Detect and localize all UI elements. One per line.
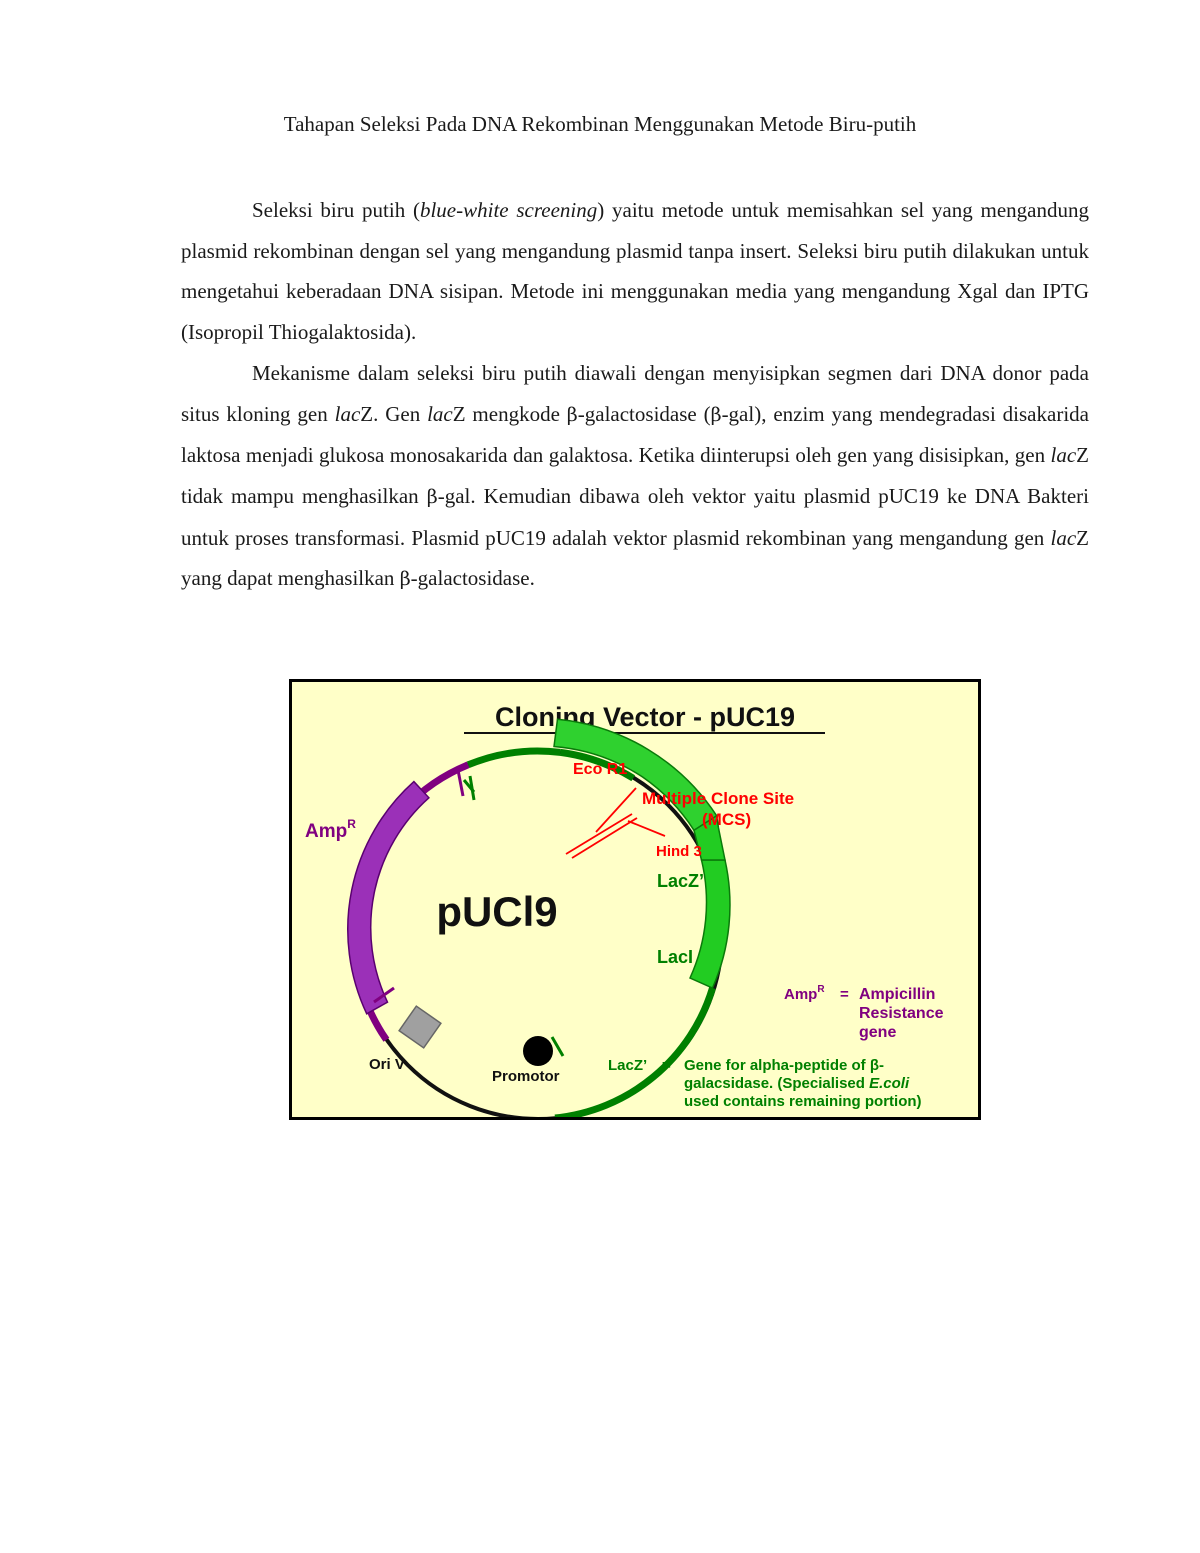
label-promotor: Promotor	[492, 1068, 560, 1085]
legend-amp-key-text: Amp	[784, 986, 818, 1003]
p2-beta-4: β	[399, 568, 411, 591]
p2-text-5: -gal), enzim yang mendegradasi disakarida laktosa menjadi glukosa monosakarida dan galaktosa. Ketika diinterupsi oleh gen yang disisipkan, gen	[181, 401, 1089, 468]
tick-purple-top	[458, 770, 463, 796]
p2-lac-3: lac	[1050, 443, 1077, 468]
mcs-line-1	[566, 814, 632, 854]
p2-beta-1: β	[566, 403, 578, 426]
p2-text-1: Mekanisme dalam seleksi biru putih diawali dengan menyisipkan segmen dari DNA donor pada situs kloning gen	[181, 360, 1089, 426]
legend-amp-line-1: Ampicillin	[859, 986, 936, 1003]
body-text	[181, 190, 1089, 600]
hind3-pointer	[628, 821, 665, 836]
eco-r1-pointer	[596, 788, 636, 832]
backbone-green-arc	[468, 751, 560, 765]
p2-beta-3: β	[426, 485, 438, 508]
promoter-marker	[523, 1036, 553, 1066]
label-mcs-abbrev: (MCS)	[702, 810, 752, 829]
label-ori-v: Ori V	[369, 1056, 405, 1073]
paragraph-2	[181, 353, 1089, 600]
legend-lacz-ecoli: E.coli	[869, 1075, 910, 1092]
puc19-diagram	[292, 682, 978, 1117]
label-eco-r1: Eco R1	[573, 761, 628, 778]
label-amp-sup: R	[347, 817, 356, 831]
p2-text-8: Z yang dapat menghasilkan	[181, 525, 1089, 591]
label-amp-text: Amp	[305, 821, 348, 842]
p1-text-a: Seleksi biru putih (	[252, 198, 420, 222]
p2-text-2: Z. Gen	[360, 401, 428, 426]
legend-lacz-line-2	[684, 1075, 910, 1092]
p2-lac-1: lac	[334, 401, 361, 426]
legend-lacz-eq: =	[662, 1057, 671, 1074]
p2-text-3: Z mengkode	[452, 401, 567, 426]
legend-lacz-key: LacZ’	[608, 1057, 648, 1074]
p2-lac-2: lac	[427, 401, 453, 426]
ampr-gene-block	[348, 782, 429, 1014]
label-amp	[305, 817, 356, 842]
p2-lac-4: lac	[1050, 525, 1077, 550]
legend-lacz-line-3: used contains remaining portion)	[684, 1093, 922, 1110]
label-lacz: LacZ’	[657, 871, 705, 891]
label-mcs: Multiple Clone Site	[642, 789, 795, 808]
p2-beta-2: β	[710, 403, 722, 426]
ori-v-marker	[399, 1006, 441, 1048]
legend-amp-key	[784, 984, 825, 1003]
legend-amp-eq: =	[840, 986, 849, 1003]
p2-text-6: Z tidak mampu menghasilkan	[181, 443, 1089, 508]
plasmid-name: pUCl9	[436, 888, 558, 935]
label-hind3: Hind 3	[656, 843, 702, 860]
p2-text-4: -galactosidase (	[577, 401, 711, 426]
figure-title: Cloning Vector - pUC19	[494, 702, 796, 732]
legend-amp-line-2: Resistance	[859, 1005, 944, 1022]
legend-amp-key-sup: R	[817, 984, 825, 995]
legend-lacz-line-2-a: galacsidase. (Specialised	[684, 1075, 870, 1092]
page-title: Tahapan Seleksi Pada DNA Rekombinan Menggunakan Metode Biru-putih	[283, 112, 917, 136]
paragraph-1	[181, 190, 1089, 353]
tick-green-top-2	[470, 776, 474, 800]
puc19-figure	[289, 679, 981, 1120]
p1-text-b: ) yaitu metode untuk memisahkan sel yang mengandung plasmid rekombinan dengan sel yang mengandung plasmid tanpa insert. Seleksi biru putih dilakukan untuk mengetahui keberadaan DNA sisipan. Metode ini menggunakan media yang mengandung Xgal dan IPTG (Isopropil Thiogalaktosida).	[181, 198, 1089, 345]
tick-green-bottom	[552, 1037, 563, 1056]
mcs-line-2	[572, 818, 637, 858]
legend-amp-line-3: gene	[859, 1024, 897, 1041]
p2-text-7: -gal. Kemudian dibawa oleh vektor yaitu plasmid pUC19 ke DNA Bakteri untuk proses transformasi. Plasmid pUC19 adalah vektor plasmid rekombinan yang mengandung gen	[181, 483, 1089, 550]
p2-text-9: -galactosidase.	[410, 566, 535, 591]
p1-italic-term: blue-white screening	[419, 198, 598, 222]
legend-lacz-line-1: Gene for alpha-peptide of β-	[684, 1057, 884, 1074]
label-laci: LacI	[657, 947, 694, 967]
